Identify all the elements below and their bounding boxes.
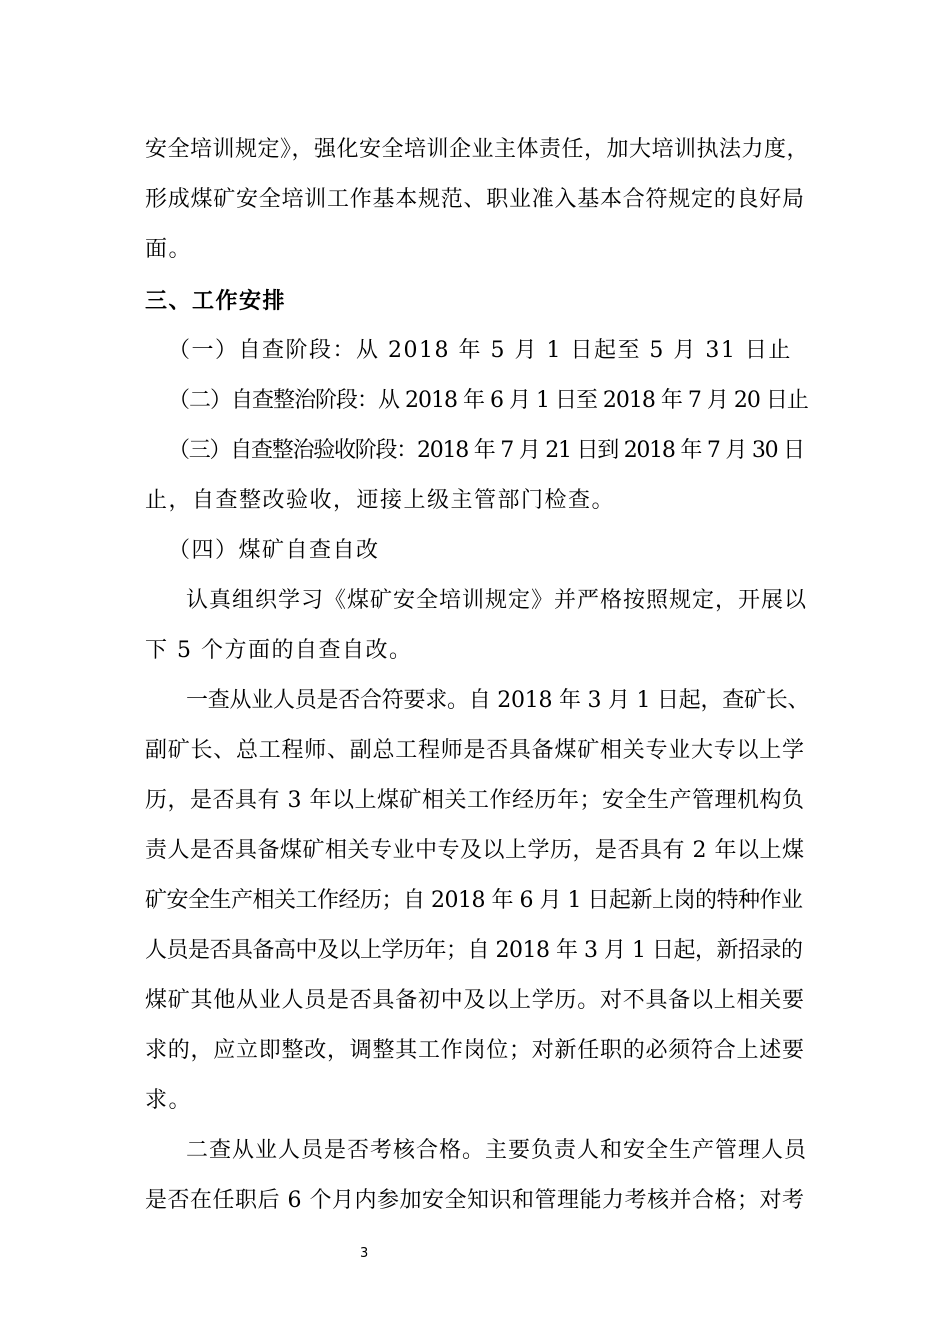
text-line: 安全培训规定》，强化安全培训企业主体责任，加大培训执法力度， (145, 137, 810, 162)
text-line: 煤矿其他从业人员是否具备初中及以上学历。对不具备以上相关要 (145, 988, 805, 1013)
text-line: 历，是否具有 3 年以上煤矿相关工作经历年；安全生产管理机构负 (145, 788, 805, 813)
schedule-item: （二）自查整治阶段：从 2018 年 6 月 1 日至 2018 年 7 月 20 日止 (168, 388, 808, 413)
text-line: 副矿长、总工程师、副总工程师是否具备煤矿相关专业大专以上学 (145, 738, 805, 763)
section-heading: 三、工作安排 (145, 288, 287, 314)
text-line: 下 5 个方面的自查自改。 (145, 638, 413, 663)
text-line: 责人是否具备煤矿相关专业中专及以上学历，是否具有 2 年以上煤 (145, 838, 805, 863)
text-line: 二查从业人员是否考核合格。主要负责人和安全生产管理人员 (186, 1138, 808, 1163)
schedule-item: （三）自查整治验收阶段：2018 年 7 月 21 日到 2018 年 7 月 30 日 (168, 438, 804, 463)
schedule-item: （一）自查阶段：从 2018 年 5 月 1 日起至 5 月 31 日止 (168, 338, 792, 363)
text-line: 是否在任职后 6 个月内参加安全知识和管理能力考核并合格；对考 (145, 1188, 805, 1213)
text-line: 求的，应立即整改，调整其工作岗位；对新任职的必须符合上述要 (145, 1038, 805, 1063)
text-line: 求。 (145, 1088, 193, 1113)
text-line: 认真组织学习《煤矿安全培训规定》并严格按照规定，开展以 (186, 588, 808, 613)
text-line: 止，自查整改验收，迊接上级主管部门检查。 (145, 488, 616, 513)
text-line: 形成煤矿安全培训工作基本规范、职业准入基本合符规定的良好局 (145, 187, 805, 212)
page-number: 3 (360, 1246, 369, 1261)
text-line: 一查从业人员是否合符要求。自 2018 年 3 月 1 日起，查矿长、 (186, 688, 810, 713)
text-line: 人员是否具备高中及以上学历年；自 2018 年 3 月 1 日起，新招录的 (145, 938, 803, 963)
text-line: 矿安全生产相关工作经历；自 2018 年 6 月 1 日起新上岗的特种作业 (145, 888, 803, 913)
subsection-heading: （四）煤矿自查自改 (168, 538, 380, 563)
text-line: 面。 (145, 237, 193, 262)
